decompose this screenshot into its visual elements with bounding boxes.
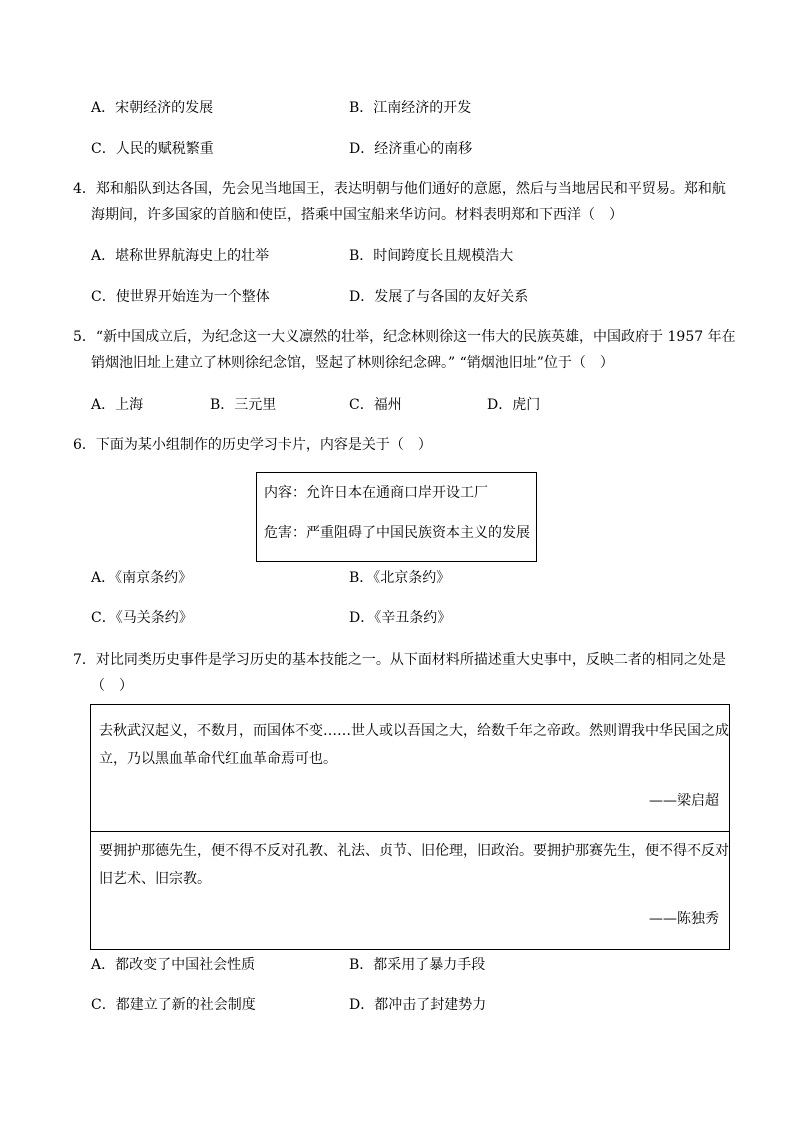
quote2-line2: 旧艺术、旧宗教。 [99,871,211,887]
quote2-line1: 要拥护那德先生，便不得不反对孔教、礼法、贞节、旧伦理，旧政治。要拥护那赛先生，便不得不反对 [99,843,729,859]
q6-option-b[interactable]: B．《北京条约》 [349,570,451,586]
q3-option-b[interactable]: B．江南经济的开发 [349,100,472,116]
quote1-author: ——梁启超 [649,793,719,809]
q6-stem: 6．下面为某小组制作的历史学习卡片，内容是关于（ ） [73,437,432,453]
q3-option-d[interactable]: D．经济重心的南移 [349,141,473,157]
q4-option-b[interactable]: B．时间跨度长且规模浩大 [349,248,514,264]
q6-option-a[interactable]: A．《南京条约》 [91,570,193,586]
q7-stem-line1: 7．对比同类历史事件是学习历史的基本技能之一。从下面材料所描述重大史事中，反映二者的相同之处是 [73,652,726,668]
q7-option-c[interactable]: C．都建立了新的社会制度 [91,997,256,1013]
q5-stem-line1: 5．“新中国成立后，为纪念这一大义凛然的壮举，纪念林则徐这一伟大的民族英雄，中国政府于 1957 年在 [73,329,736,345]
q4-option-c[interactable]: C．使世界开始连为一个整体 [91,289,270,305]
q4-stem-line1: 4．郑和船队到达各国，先会见当地国王，表达明朝与他们通好的意愿，然后与当地居民和平贸易。郑和航 [73,181,726,197]
q3-option-a[interactable]: A．宋朝经济的发展 [91,100,214,116]
q3-option-c[interactable]: C．人民的赋税繁重 [91,141,214,157]
q7-option-d[interactable]: D．都冲击了封建势力 [349,997,487,1013]
quote-table [90,704,730,950]
q4-option-a[interactable]: A．堪称世界航海史上的壮举 [91,248,270,264]
card-content-line: 内容：允许日本在通商口岸开设工厂 [264,485,488,501]
q6-option-c[interactable]: C．《马关条约》 [91,610,193,626]
q5-option-c[interactable]: C．福州 [349,397,402,413]
q7-option-b[interactable]: B．都采用了暴力手段 [349,957,486,973]
q5-stem-line2: 销烟池旧址上建立了林则徐纪念馆，竖起了林则徐纪念碑。” “销烟池旧址”位于（ ） [91,355,614,371]
q5-option-d[interactable]: D．虎门 [487,397,541,413]
q7-stem-line2: （ ） [91,678,133,694]
card-harm-line: 危害：严重阻碍了中国民族资本主义的发展 [264,525,530,541]
quote1-line2: 立，乃以黑血革命代红血革命焉可也。 [99,751,337,767]
q4-stem-line2: 海期间，许多国家的首脑和使臣，搭乘中国宝船来华访问。材料表明郑和下西洋（ ） [91,207,623,223]
quote2-author: ——陈独秀 [649,911,719,927]
quote-divider [91,831,729,832]
study-card [256,472,537,562]
quote1-line1: 去秋武汉起义，不数月，而国体不变……世人或以吾国之大，给数千年之帝政。然则谓我中华民国之成 [99,723,729,739]
q5-option-a[interactable]: A．上海 [91,397,144,413]
q7-option-a[interactable]: A．都改变了中国社会性质 [91,957,256,973]
q4-option-d[interactable]: D．发展了与各国的友好关系 [349,289,529,305]
q5-option-b[interactable]: B．三元里 [210,397,277,413]
q6-option-d[interactable]: D．《辛丑条约》 [349,610,452,626]
